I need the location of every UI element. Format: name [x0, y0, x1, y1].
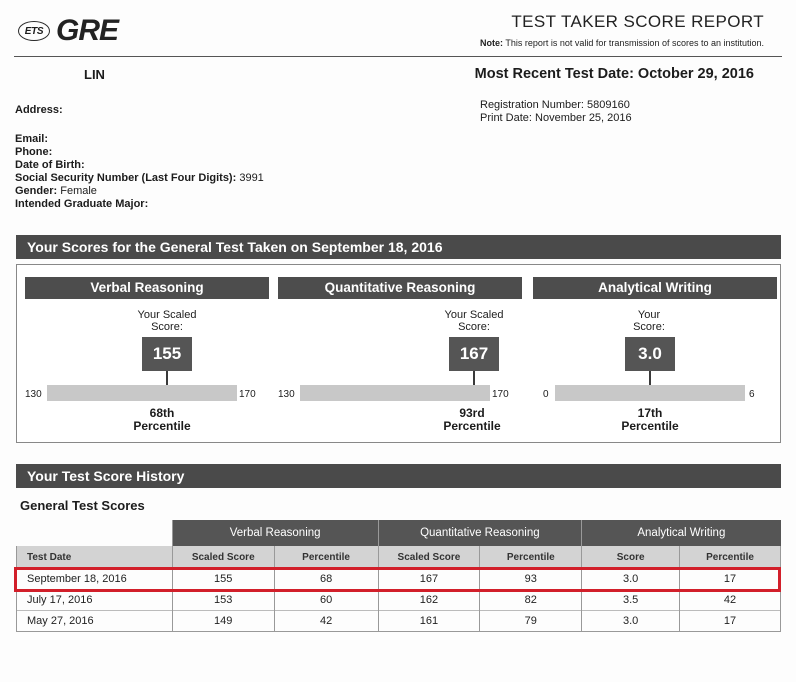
group-header-blank [17, 520, 173, 546]
cell-test-date: July 17, 2016 [17, 590, 173, 611]
writing-score-box: 3.0 [625, 337, 675, 371]
most-recent-test-date: Most Recent Test Date: October 29, 2016 [474, 66, 754, 82]
ets-logo-mark: ETS [18, 21, 50, 41]
report-note [480, 38, 764, 48]
cell-writing-percentile: 17 [680, 569, 781, 590]
scores-section-title: Your Scores for the General Test Taken on September 18, 2016 [16, 235, 781, 259]
report-title: TEST TAKER SCORE REPORT [511, 12, 764, 31]
ssn-line [15, 172, 264, 185]
report-note-label: Note: [480, 38, 504, 48]
writing-percentile-value: 17th [637, 406, 663, 420]
verbal-scale-max: 170 [239, 389, 256, 400]
table-row [17, 569, 781, 590]
verbal-score-box: 155 [142, 337, 192, 371]
major-label: Intended Graduate Major: [15, 198, 149, 210]
writing-percentile-label: Percentile [621, 419, 679, 433]
candidate-name: LIN [84, 67, 105, 82]
table-column-header [17, 546, 781, 569]
quantitative-score-box: 167 [449, 337, 499, 371]
cell-verbal-percentile: 42 [274, 611, 378, 632]
quantitative-panel [278, 277, 522, 437]
table-group-header [17, 520, 781, 546]
history-section-title: Your Test Score History [16, 464, 781, 488]
print-date: Print Date: November 25, 2016 [480, 112, 632, 124]
cell-writing-score: 3.5 [582, 590, 680, 611]
cell-quant-percentile: 93 [480, 569, 582, 590]
group-header-writing: Analytical Writing [582, 520, 781, 546]
writing-score-label-line2: Score: [633, 321, 665, 333]
gender-value: Female [60, 185, 97, 197]
registration-info [480, 99, 632, 125]
quantitative-score-label-line1: Your Scaled [444, 309, 504, 321]
verbal-scale-bar [47, 385, 237, 401]
cell-verbal-scaled: 149 [172, 611, 274, 632]
header-divider [14, 56, 782, 57]
quantitative-percentile-value: 93rd [459, 406, 485, 420]
column-header-quant-scaled: Scaled Score [378, 546, 480, 569]
quantitative-score-label [434, 309, 514, 333]
writing-panel-heading: Analytical Writing [533, 277, 777, 299]
verbal-panel [25, 277, 269, 437]
table-row [17, 590, 781, 611]
verbal-scale-min: 130 [25, 389, 42, 400]
verbal-panel-heading: Verbal Reasoning [25, 277, 269, 299]
ssn-value: 3991 [239, 172, 264, 184]
column-header-test-date: Test Date [17, 546, 173, 569]
cell-writing-percentile: 17 [680, 611, 781, 632]
cell-test-date: September 18, 2016 [17, 569, 173, 590]
column-header-verbal-scaled: Scaled Score [172, 546, 274, 569]
quantitative-scale-bar [300, 385, 490, 401]
dob-label: Date of Birth: [15, 159, 85, 171]
cell-verbal-percentile: 60 [274, 590, 378, 611]
cell-quant-scaled: 161 [378, 611, 480, 632]
cell-writing-percentile: 42 [680, 590, 781, 611]
contact-details [15, 133, 264, 211]
writing-scale-max: 6 [749, 389, 755, 400]
cell-quant-scaled: 167 [378, 569, 480, 590]
gre-logo-text: GRE [56, 14, 119, 47]
address-label: Address: [15, 104, 63, 116]
group-header-verbal: Verbal Reasoning [172, 520, 378, 546]
ssn-label: Social Security Number (Last Four Digits): [15, 172, 237, 184]
column-header-quant-percentile: Percentile [480, 546, 582, 569]
email-label: Email: [15, 133, 49, 145]
verbal-score-label-line1: Your Scaled [137, 309, 197, 321]
quantitative-percentile-label: Percentile [443, 419, 501, 433]
score-history-table [16, 520, 781, 632]
verbal-percentile-value: 68th [149, 406, 175, 420]
column-header-writing-percentile: Percentile [680, 546, 781, 569]
cell-quant-scaled: 162 [378, 590, 480, 611]
writing-scale-bar [555, 385, 745, 401]
cell-verbal-percentile: 68 [274, 569, 378, 590]
cell-verbal-scaled: 155 [172, 569, 274, 590]
quantitative-score-label-line2: Score: [458, 321, 490, 333]
registration-number: Registration Number: 5809160 [480, 99, 630, 111]
verbal-score-label [127, 309, 207, 333]
writing-panel [533, 277, 777, 437]
cell-test-date: May 27, 2016 [17, 611, 173, 632]
cell-writing-score: 3.0 [582, 611, 680, 632]
writing-score-label [609, 309, 689, 333]
quantitative-panel-heading: Quantitative Reasoning [278, 277, 522, 299]
gender-line [15, 185, 264, 198]
writing-score-label-line1: Your [637, 309, 661, 321]
table-row [17, 611, 781, 632]
report-note-text: This report is not valid for transmission of scores to an institution. [505, 38, 764, 48]
verbal-percentile [117, 407, 207, 433]
scores-frame [16, 264, 781, 443]
cell-writing-score: 3.0 [582, 569, 680, 590]
history-subtitle: General Test Scores [20, 498, 145, 513]
group-header-quantitative: Quantitative Reasoning [378, 520, 582, 546]
quantitative-scale-max: 170 [492, 389, 509, 400]
cell-quant-percentile: 82 [480, 590, 582, 611]
cell-verbal-scaled: 153 [172, 590, 274, 611]
cell-quant-percentile: 79 [480, 611, 582, 632]
column-header-writing-score: Score [582, 546, 680, 569]
gender-label: Gender: [15, 185, 58, 197]
verbal-score-label-line2: Score: [151, 321, 183, 333]
writing-percentile [605, 407, 695, 433]
quantitative-percentile [427, 407, 517, 433]
quantitative-scale-min: 130 [278, 389, 295, 400]
writing-scale-min: 0 [543, 389, 549, 400]
column-header-verbal-percentile: Percentile [274, 546, 378, 569]
phone-label: Phone: [15, 146, 53, 158]
verbal-percentile-label: Percentile [133, 419, 191, 433]
ets-gre-logo [18, 14, 118, 48]
